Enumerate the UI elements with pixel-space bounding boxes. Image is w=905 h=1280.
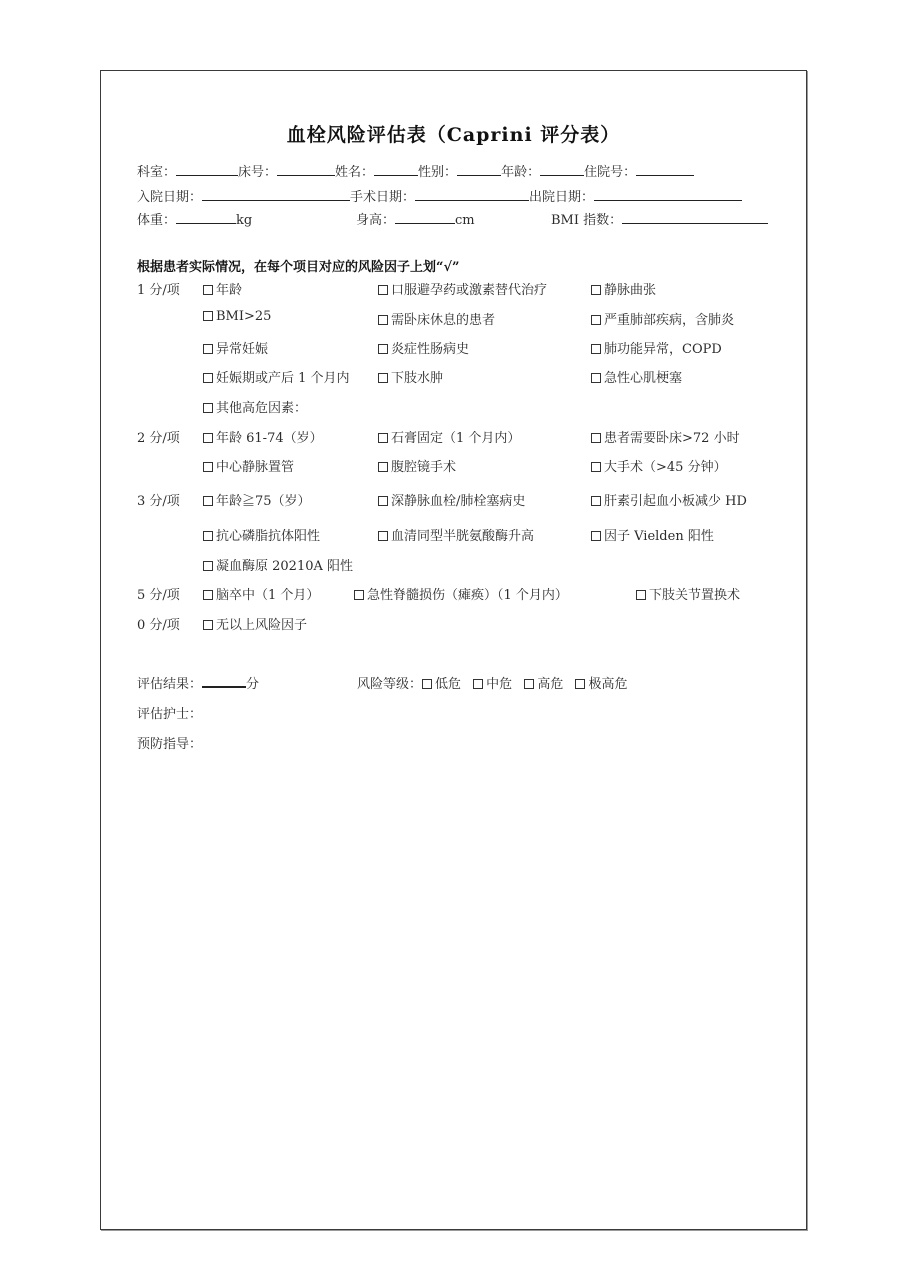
checkbox[interactable] <box>203 561 213 571</box>
risk-level-medium: 中危 <box>486 677 513 692</box>
checkbox[interactable] <box>378 315 388 325</box>
checkbox[interactable] <box>591 462 601 472</box>
group-2-label: 2 分/项 <box>137 431 180 446</box>
form-border <box>100 70 807 1230</box>
discharge-date-label: 出院日期： <box>529 190 595 205</box>
risk-level-low: 低危 <box>435 677 462 692</box>
checkbox[interactable] <box>422 679 432 689</box>
checkbox-item[interactable]: 需卧床休息的患者 <box>378 309 495 328</box>
checkbox[interactable] <box>203 373 213 383</box>
sex-label: 性别： <box>418 165 458 180</box>
age-field[interactable] <box>540 162 584 176</box>
weight-field[interactable] <box>176 210 236 224</box>
risk-level-row <box>357 673 628 692</box>
checkbox[interactable] <box>378 373 388 383</box>
header-row-1 <box>137 161 694 180</box>
checkbox[interactable] <box>203 462 213 472</box>
checkbox[interactable] <box>378 433 388 443</box>
checkbox[interactable] <box>378 496 388 506</box>
checkbox-item[interactable]: 急性脊髓损伤（瘫痪）（1 个月内） <box>354 584 568 603</box>
checkbox-item[interactable]: 抗心磷脂抗体阳性 <box>203 525 320 544</box>
risk-level-label: 风险等级： <box>357 677 423 692</box>
checkbox[interactable] <box>378 285 388 295</box>
surgery-date-label: 手术日期： <box>350 190 416 205</box>
age-label: 年龄： <box>501 165 541 180</box>
checkbox-item[interactable]: 急性心肌梗塞 <box>591 367 682 386</box>
inpatient-no-field[interactable] <box>636 162 694 176</box>
score-row <box>137 673 259 692</box>
checkbox[interactable] <box>203 403 213 413</box>
checkbox[interactable] <box>591 344 601 354</box>
checkbox-item[interactable]: 炎症性肠病史 <box>378 338 469 357</box>
risk-level-high: 高危 <box>537 677 564 692</box>
admission-date-field[interactable] <box>202 187 350 201</box>
nurse-label: 评估护士： <box>137 707 203 722</box>
checkbox-item[interactable]: 异常妊娠 <box>203 338 268 357</box>
checkbox[interactable] <box>591 315 601 325</box>
height-group <box>356 209 475 228</box>
score-field[interactable] <box>202 674 246 688</box>
form-title: 血栓风险评估表（Caprini 评分表） <box>286 124 621 146</box>
checkbox-item[interactable]: 因子 Vielden 阳性 <box>591 525 714 544</box>
checkbox-item[interactable]: BMI>25 <box>203 309 271 324</box>
checkbox-item[interactable]: 严重肺部疾病，含肺炎 <box>591 309 734 328</box>
risk-level-very-high: 极高危 <box>588 677 628 692</box>
checkbox-item[interactable]: 石膏固定（1 个月内） <box>378 427 520 446</box>
name-field[interactable] <box>374 162 418 176</box>
checkbox-item[interactable]: 静脉曲张 <box>591 279 656 298</box>
score-unit: 分 <box>246 677 260 692</box>
checkbox-item[interactable]: 脑卒中（1 个月） <box>203 584 319 603</box>
checkbox[interactable] <box>591 433 601 443</box>
inpatient-no-label: 住院号： <box>584 165 637 180</box>
checkbox[interactable] <box>591 373 601 383</box>
checkbox-item[interactable]: 肺功能异常，COPD <box>591 338 722 357</box>
bed-label: 床号： <box>238 165 278 180</box>
checkbox[interactable] <box>378 344 388 354</box>
bmi-group <box>551 209 768 228</box>
sex-field[interactable] <box>457 162 501 176</box>
checkbox-item[interactable]: 口服避孕药或激素替代治疗 <box>378 279 547 298</box>
checkbox[interactable] <box>591 496 601 506</box>
checkbox[interactable] <box>591 531 601 541</box>
checkbox-item[interactable]: 下肢水肿 <box>378 367 443 386</box>
checkbox[interactable] <box>354 590 364 600</box>
height-field[interactable] <box>395 210 455 224</box>
header-row-3 <box>137 209 252 228</box>
checkbox-item[interactable]: 妊娠期或产后 1 个月内 <box>203 367 350 386</box>
checkbox[interactable] <box>591 285 601 295</box>
checkbox-item[interactable]: 深静脉血栓/肺栓塞病史 <box>378 490 525 509</box>
checkbox-item[interactable]: 年龄≧75（岁） <box>203 490 311 509</box>
checkbox-item[interactable]: 无以上风险因子 <box>203 614 307 633</box>
checkbox[interactable] <box>203 590 213 600</box>
bed-field[interactable] <box>277 162 335 176</box>
checkbox-item[interactable]: 其他高危因素： <box>203 397 307 416</box>
checkbox[interactable] <box>378 462 388 472</box>
checkbox-item[interactable]: 大手术（>45 分钟） <box>591 456 727 475</box>
checkbox[interactable] <box>636 590 646 600</box>
checkbox-item[interactable]: 肝素引起血小板减少 HD <box>591 490 747 509</box>
guidance-label: 预防指导： <box>137 737 203 752</box>
dept-field[interactable] <box>176 162 238 176</box>
group-5-label: 5 分/项 <box>137 588 180 603</box>
height-label: 身高： <box>356 213 396 228</box>
checkbox-item[interactable]: 腹腔镜手术 <box>378 456 456 475</box>
group-1-label: 1 分/项 <box>137 283 180 298</box>
surgery-date-field[interactable] <box>415 187 529 201</box>
checkbox[interactable] <box>575 679 585 689</box>
checkbox-item[interactable]: 年龄 <box>203 279 242 298</box>
height-unit: cm <box>455 213 475 228</box>
checkbox-item[interactable]: 下肢关节置换术 <box>636 584 740 603</box>
checkbox-item[interactable]: 凝血酶原 20210A 阳性 <box>203 555 353 574</box>
checkbox[interactable] <box>203 344 213 354</box>
checkbox-item[interactable]: 年龄 61-74（岁） <box>203 427 323 446</box>
checkbox[interactable] <box>203 311 213 321</box>
name-label: 姓名： <box>335 165 375 180</box>
checkbox-item[interactable]: 血清同型半胱氨酸酶升高 <box>378 525 534 544</box>
group-0-label: 0 分/项 <box>137 618 180 633</box>
header-row-2 <box>137 186 742 205</box>
weight-label: 体重： <box>137 213 177 228</box>
score-label: 评估结果： <box>137 677 203 692</box>
checkbox[interactable] <box>203 531 213 541</box>
checkbox-item[interactable]: 患者需要卧床>72 小时 <box>591 427 740 446</box>
checkbox[interactable] <box>203 433 213 443</box>
checkbox[interactable] <box>524 679 534 689</box>
checkbox[interactable] <box>203 285 213 295</box>
weight-unit: kg <box>236 213 253 228</box>
checkbox[interactable] <box>203 496 213 506</box>
dept-label: 科室： <box>137 165 177 180</box>
group-3-label: 3 分/项 <box>137 494 180 509</box>
instruction-text: 根据患者实际情况，在每个项目对应的风险因子上划“√” <box>137 260 460 275</box>
admission-date-label: 入院日期： <box>137 190 203 205</box>
checkbox[interactable] <box>473 679 483 689</box>
checkbox[interactable] <box>203 620 213 630</box>
checkbox-item[interactable]: 中心静脉置管 <box>203 456 294 475</box>
bmi-field[interactable] <box>622 210 768 224</box>
bmi-label: BMI 指数： <box>551 213 623 228</box>
discharge-date-field[interactable] <box>594 187 742 201</box>
checkbox[interactable] <box>378 531 388 541</box>
